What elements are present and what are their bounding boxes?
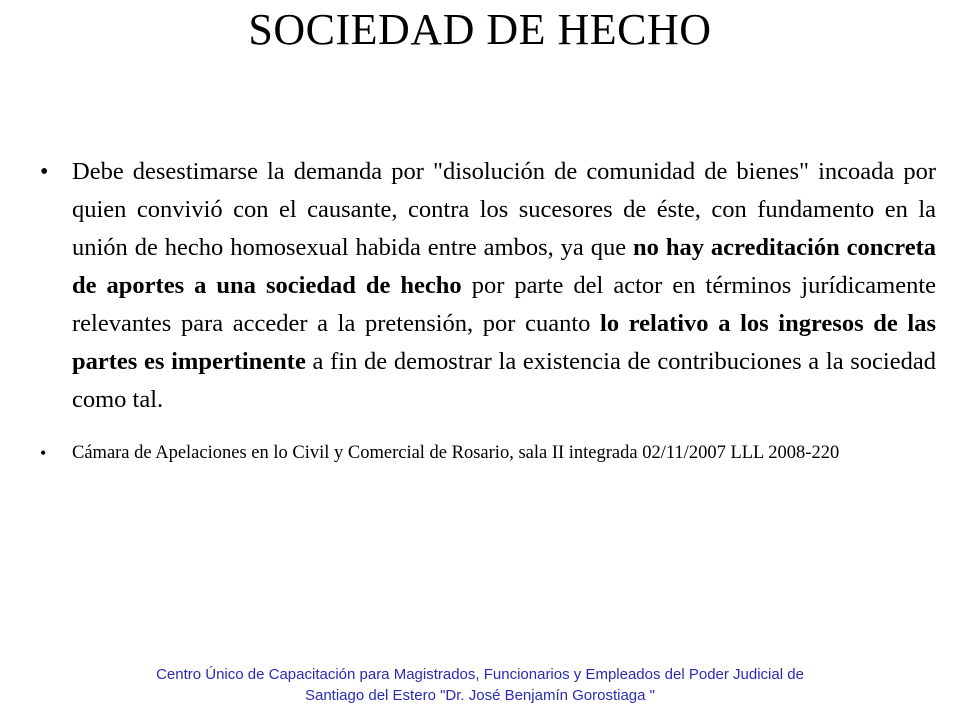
ruling-text <box>72 153 936 419</box>
footer <box>40 664 920 706</box>
ruling-text-part-1: Debe desestimarse la demanda por "disolución de comunidad de bienes" incoada por quien convivió con el causante, contra los sucesores de éste, con fundamento en la unión de hecho homosexual habida entre ambos, ya que <box>72 158 936 261</box>
footer-line-1: Centro Único de Capacitación para Magistrados, Funcionarios y Empleados del Poder Judicial de <box>156 666 804 683</box>
bullet-list <box>38 153 936 467</box>
bullet-item-ruling <box>38 153 936 419</box>
bullet-dot-icon: • <box>40 159 49 185</box>
ruling-text-part-2: por parte del actor en términos jurídicamente relevantes para acceder a la pretensión, por cuanto <box>72 272 936 337</box>
bullet-item-citation <box>38 439 936 467</box>
footer-line-2: Santiago del Estero "Dr. José Benjamín Gorostiaga " <box>304 687 655 704</box>
slide-title: SOCIEDAD DE HECHO <box>248 5 712 54</box>
bullet-dot-icon: • <box>40 443 47 463</box>
ruling-text-bold-1: no hay acreditación concreta de aportes a una sociedad de hecho <box>72 234 937 299</box>
citation-text: Cámara de Apelaciones en lo Civil y Comercial de Rosario, sala II integrada 02/11/2007 LLL 2008-220 <box>72 443 840 463</box>
ruling-text-bold-2: lo relativo a los ingresos de las partes es impertinente <box>72 310 936 375</box>
ruling-text-part-3: a fin de demostrar la existencia de contribuciones a la sociedad como tal. <box>72 348 936 413</box>
